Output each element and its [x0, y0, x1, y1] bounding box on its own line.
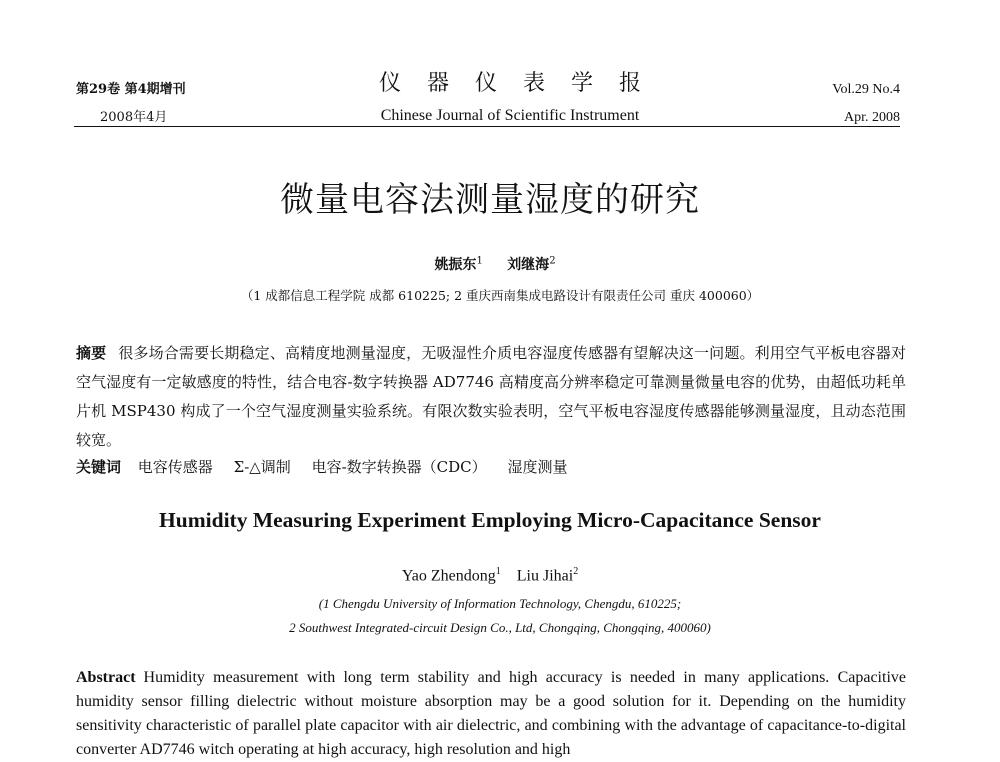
author-name: Yao Zhendong: [401, 567, 496, 585]
author-affil-mark: 1: [476, 255, 483, 267]
abstract-text-en: Humidity measurement with long term stability and high accuracy is needed in many applications. Capacitive humidity sensor filling dielectric without moisture absorption may be a good solution for it. Depending on the humidity sensitivity characteristic of parallel plate capacitor with air dielectric, and combining with the advantage of capacitance-to-digital converter AD7746 witch operating at high accuracy, high resolution and high: [76, 669, 906, 758]
paper-title-cn: 微量电容法测量湿度的研究: [280, 180, 700, 220]
keyword: 电容-数字转换器（CDC）: [311, 458, 487, 476]
author-affil-mark: 2: [549, 255, 556, 267]
header-right: [832, 76, 900, 132]
header-center: [330, 68, 690, 128]
abstract-label-en: Abstract: [76, 669, 136, 686]
keywords-label-cn: 关键词: [76, 458, 122, 476]
journal-name-cn: 仪器仪表学报: [378, 71, 667, 96]
paper-title-en: Humidity Measuring Experiment Employing Micro-Capacitance Sensor: [159, 508, 821, 532]
header-volume-issue-cn: 第29卷 第4期增刊: [76, 82, 186, 97]
abstract-en: [76, 666, 906, 762]
keywords-cn: [76, 453, 906, 482]
affiliation-en-line: (1 Chengdu University of Information Technology, Chengdu, 610225;: [318, 596, 682, 611]
abstract-text-cn: 很多场合需要长期稳定、高精度地测量湿度，无吸湿性介质电容湿度传感器有望解决这一问题。利用空气平板电容器对空气湿度有一定敏感度的特性，结合电容-数字转换器 AD7746 高精度高分辨率稳定可靠测量微量电容的优势，由超低功耗单片机 MSP430 构成了一个空气湿度测量实验系统。有限次数实验表明，空气平板电容湿度传感器能够测量湿度，且动态范围较宽。: [76, 344, 906, 449]
abstract-label-cn: 摘要: [76, 344, 107, 362]
journal-name-en: Chinese Journal of Scientific Instrument: [380, 107, 640, 124]
authors-cn: [0, 254, 990, 274]
header-rule: [74, 126, 900, 127]
author-name: 姚振东: [434, 257, 477, 273]
header-volume-issue-en: Vol.29 No.4: [832, 82, 900, 97]
author-name: 刘继海: [507, 257, 550, 273]
abstract-cn: [76, 339, 906, 455]
affiliation-en-line: 2 Southwest Integrated-circuit Design Co., Ltd, Chongqing, Chongqing, 400060): [289, 620, 711, 635]
header-date-en: Apr. 2008: [844, 110, 900, 125]
author-affil-mark: 1: [495, 566, 501, 577]
affiliation-cn: （1 成都信息工程学院 成都 610225; 2 重庆西南集成电路设计有限责任公司 重庆 400060）: [240, 288, 760, 303]
author-affil-mark: 2: [573, 566, 579, 577]
keyword: 电容传感器: [137, 458, 213, 476]
header-date-cn: 2008年4月: [100, 110, 168, 125]
author-name: Liu Jihai: [516, 567, 574, 585]
keyword: 湿度测量: [507, 458, 568, 476]
keyword: Σ-△调制: [233, 458, 291, 476]
header-left: [76, 76, 186, 132]
authors-en: [0, 566, 980, 585]
